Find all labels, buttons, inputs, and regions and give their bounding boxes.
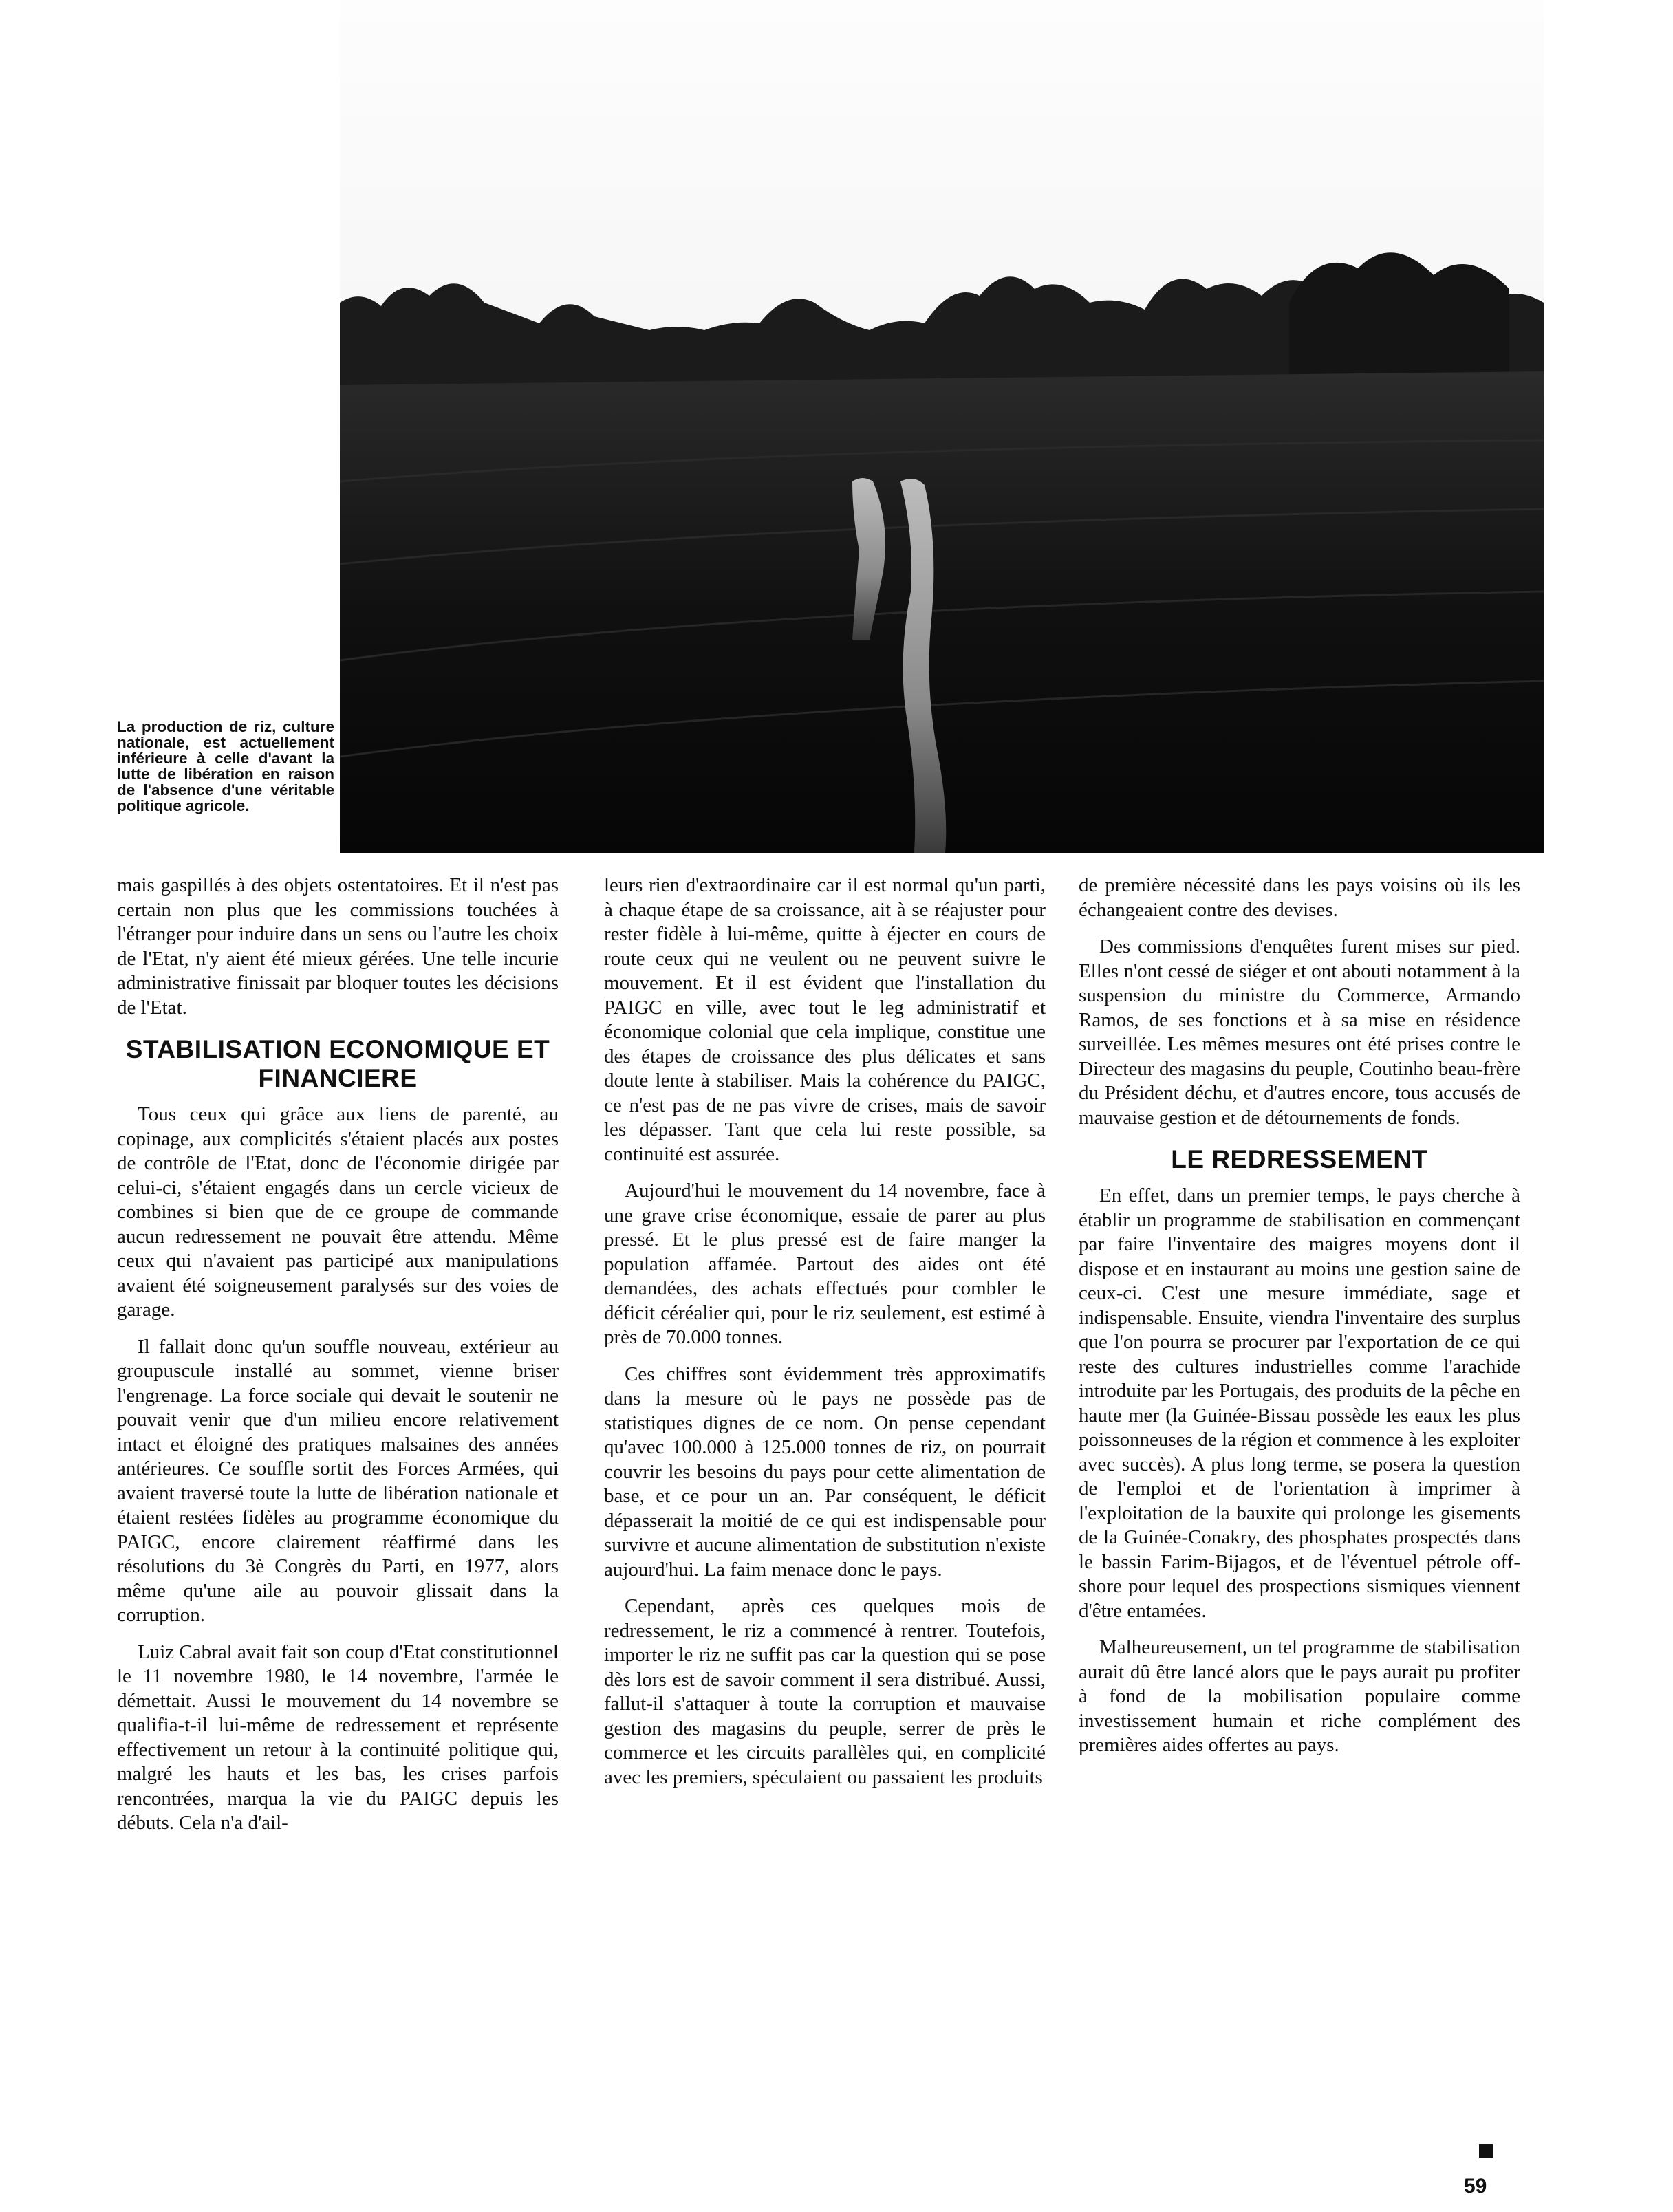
article-column-2: [604, 874, 1046, 1790]
paragraph: Cependant, après ces quelques mois de redressement, le riz a commencé à rentrer. Toutefois, importer le riz ne suffit pas car la question qui se pose dès lors est de savoir comment il sera distribué. Aussi, fallut-il s'attaquer à toute la corruption et mauvaise gestion des magasins du peuple, serrer de près le commerce et les circuits parallèles qui, en complicité avec les premiers, spéculaient ou passaient les produits: [604, 1595, 1046, 1788]
article-column-1: [117, 874, 559, 1836]
paragraph: mais gaspillés à des objets ostentatoires. Et il n'est pas certain non plus que les commissions touchées à l'étranger pour induire dans un sens ou l'autre les choix de l'Etat, n'y aient été mieux gérées. Une telle incurie administrative finissait par bloquer toutes les décisions de l'Etat.: [117, 874, 559, 1019]
page-number: 59: [1464, 2175, 1487, 2198]
rice-field-image: [340, 0, 1544, 853]
rice-field-photo: [340, 0, 1544, 853]
paragraph: Il fallait donc qu'un souffle nouveau, extérieur au groupuscule installé au sommet, vienne briser l'engrenage. La force sociale qui devait le soutenir ne pouvait venir que d'un milieu encore relativement intact et éloigné des pratiques malsaines des années antérieures. Ce souffle sortit des Forces Armées, qui avaient traversé toute la lutte de libération nationale et étaient restées fidèles au programme économique du PAIGC, encore clairement réaffirmé dans les résolutions du 3è Congrès du Parti, en 1977, alors même qu'une aile au pouvoir glissait dans la corruption.: [117, 1335, 559, 1626]
section-heading: LE REDRESSEMENT: [1171, 1145, 1428, 1173]
paragraph: Tous ceux qui grâce aux liens de parenté, au copinage, aux complicités s'étaient placés aux postes de contrôle de l'Etat, donc de l'économie dirigée par celui-ci, s'étaient engagés dans un cercle vicieux de combines si bien que de ce groupe de commande aucun redressement ne pouvait être attendu. Même ceux qui n'avaient pas participé aux manipulations avaient été soigneusement paralysés sur des voies de garage.: [117, 1103, 559, 1321]
paragraph: leurs rien d'extraordinaire car il est normal qu'un parti, à chaque étape de sa croissance, ait à se réajuster pour rester fidèle à lui-même, quitte à éjecter en cours de route ceux qui ne veulent ou ne peuvent suivre le mouvement. Et il est évident que l'installation du PAIGC en ville, avec tout le leg administratif et économique colonial que cela implique, constitue une des étapes de croissance des plus délicates et sans doute lente à stabiliser. Mais la cohérence du PAIGC, ce n'est pas de ne pas vivre de crises, mais de savoir les dépasser. Tant que cela lui reste possible, sa continuité est assurée.: [604, 874, 1046, 1165]
paragraph: Luiz Cabral avait fait son coup d'Etat constitutionnel le 11 novembre 1980, le 14 novembre, l'armée le démettait. Aussi le mouvement du 14 novembre se qualifia-t-il lui-même de redressement et représente effectivement un retour à la continuité politique qui, malgré les hauts et les bas, les crises parfois rencontrées, marqua la vie du PAIGC depuis les débuts. Cela n'a d'ail-: [117, 1640, 559, 1834]
end-of-article-square-icon: [1479, 2144, 1493, 2158]
article-column-3: [1079, 874, 1520, 1758]
paragraph: Malheureusement, un tel programme de stabilisation aurait dû être lancé alors que le pays aurait pu profiter à fond de la mobilisation populaire comme investissement humain et riche complément des premières aides offertes au pays.: [1079, 1636, 1520, 1756]
paragraph: de première nécessité dans les pays voisins où ils les échangeaient contre des devises.: [1079, 874, 1520, 921]
section-heading: STABILISATION ECONOMIQUE ET FINANCIERE: [125, 1035, 550, 1092]
paragraph: En effet, dans un premier temps, le pays cherche à établir un programme de stabilisation en commençant par faire l'inventaire des maigres moyens dont il dispose et en instaurant au moins une gestion saine de ceux-ci. C'est une mesure immédiate, sage et indispensable. Ensuite, viendra l'inventaire des surplus que l'on pourra se procurer par l'exportation de ce qui reste des cultures industrielles comme l'arachide introduite par les Portugais, des produits de la pêche en haute mer (la Guinée-Bissau possède les eaux les plus poissonneuses de la région et commence à les exploiter avec succès). A plus long terme, se posera la question de l'emploi et de l'orientation à imprimer à l'exploitation de la bauxite qui prolonge les gisements de la Guinée-Conakry, des phosphates prospectés dans le bassin Farim-Bijagos, et de l'éventuel pétrole off-shore pour lequel des prospections sismiques viennent d'être entamées.: [1079, 1184, 1520, 1622]
paragraph: Aujourd'hui le mouvement du 14 novembre, face à une grave crise économique, essaie de parer au plus pressé. Et le plus pressé est de faire manger la population affamée. Partout des aides ont été demandées, des achats effectués pour combler le déficit céréalier qui, pour le riz seulement, est estimé à près de 70.000 tonnes.: [604, 1180, 1046, 1348]
paragraph: Des commissions d'enquêtes furent mises sur pied. Elles n'ont cessé de siéger et ont abouti notamment à la suspension du ministre du Commerce, Armando Ramos, de ses fonctions et à sa mise en résidence surveillée. Les mêmes mesures ont été prises contre le Directeur des magasins du peuple, Coutinho beau-frère du Président déchu, et d'autres encore, tous accusés de mauvaise gestion et de détournements de fonds.: [1079, 935, 1520, 1129]
photo-caption: La production de riz, culture nationale, est actuellement inférieure à celle d'avant la lutte de libération en raison de l'absence d'une véritable politique agricole.: [117, 718, 334, 814]
paragraph: Ces chiffres sont évidemment très approximatifs dans la mesure où le pays ne possède pas de statistiques dignes de ce nom. On pense cependant qu'avec 100.000 à 125.000 tonnes de riz, on pourrait couvrir les besoins du pays pour cette alimentation de base, et ce pour un an. Par conséquent, le déficit dépasserait la moitié de ce qui est indispensable pour survivre et aucune alimentation de substitution n'existe aujourd'hui. La faim menace donc le pays.: [604, 1363, 1046, 1581]
